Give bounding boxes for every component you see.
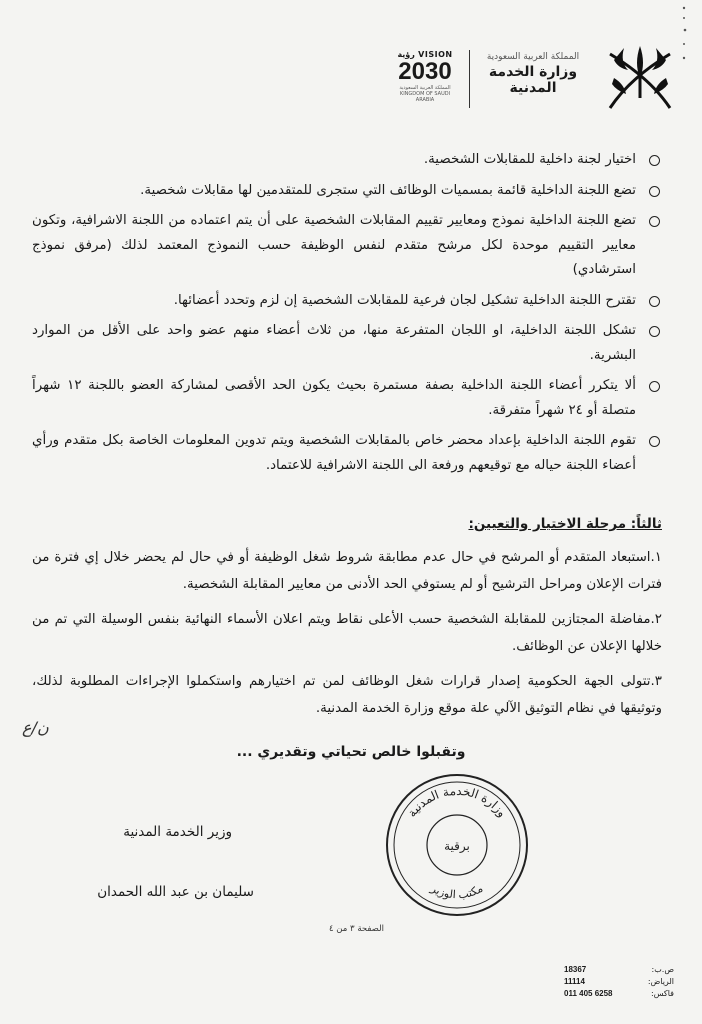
bullet-circle-icon <box>649 381 660 392</box>
stamp-inner-text: برقية <box>444 839 470 853</box>
ministry-name-block <box>478 52 588 96</box>
header-divider <box>469 50 470 108</box>
ministry-subtitle: المملكة العربية السعودية <box>486 52 580 62</box>
contact-info <box>564 964 674 1000</box>
section-heading: ثالثاً: مرحلة الاختيار والتعيين: <box>468 516 662 532</box>
bullet-circle-icon <box>649 436 660 447</box>
requirements-bullet-list <box>32 148 662 484</box>
bullet-circle-icon <box>649 216 660 227</box>
list-item: ألا يتكرر أعضاء اللجنة الداخلية بصفة مستمرة بحيث يكون الحد الأقصى لمشاركة العضو باللجنة ١٢ شهراً متصلة أو ٢٤ شهراً متفرقة. <box>32 374 662 423</box>
vision-label: VISION رؤية <box>397 50 453 59</box>
contact-row: فاكس: 011 405 6258 <box>564 989 674 998</box>
list-item: ٢.مفاضلة المجتازين للمقابلة الشخصية حسب الأعلى نقاط ويتم اعلان الأسماء النهائية بنفس الوسيلة التي تم من خلالها الإعلان عن الوظائف. <box>32 612 662 654</box>
contact-row: ص.ب: 18367 <box>564 965 674 974</box>
vision-year: 2030 <box>398 58 452 85</box>
list-item: تضع اللجنة الداخلية نموذج ومعايير تقييم المقابلات الشخصية على أن يتم اعتماده من اللجنة الاشرافية، وتكون معايير التقييم موحدة لكل مرشح متقدم لنفس الوظيفة حسب النموذج المعتمد لذلك (مرفق نموذج استرشادي) <box>32 209 662 283</box>
list-item: ١.استبعاد المتقدم أو المرشح في حال عدم مطابقة شروط شغل الوظيفة أو في حال لم يحضر خلال إي فترة من فترات الإعلان ومراحل الترشيح أو لم يستوفي الحد الأدنى من معايير المقابلة الشخصية. <box>32 550 662 592</box>
official-stamp <box>382 770 532 920</box>
handwritten-initials: ن/ع <box>22 718 49 737</box>
list-item: تضع اللجنة الداخلية قائمة بمسميات الوظائف التي ستجرى للمتقدمين لها مقابلات شخصية. <box>32 179 662 204</box>
contact-row: الرياض: 11114 <box>564 977 674 986</box>
list-item: تقوم اللجنة الداخلية بإعداد محضر خاص بالمقابلات الشخصية ويتم تدوين المعلومات الخاصة بكل متقدم ورأي أعضاء اللجنة حياله مع توقيعهم ورفعة الى اللجنة الاشرافية للاعتماد. <box>32 429 662 478</box>
selection-steps-list <box>32 544 662 730</box>
stamp-bottom-text: مكتب الوزير <box>428 881 486 902</box>
ministry-title: وزارة الخدمة المدنية <box>488 64 578 96</box>
signatory-title: وزير الخدمة المدنية <box>123 824 232 840</box>
closing-salutation: وتقبلوا خالص تحياتي وتقديري ... <box>236 744 466 760</box>
bullet-circle-icon <box>649 326 660 337</box>
vision-2030-logo <box>390 50 460 103</box>
bullet-circle-icon <box>649 296 660 307</box>
vision-subtitle: المملكة العربية السعودية KINGDOM OF SAUDI ARABIA <box>399 85 451 103</box>
saudi-emblem-icon <box>600 38 680 118</box>
list-item: اختيار لجنة داخلية للمقابلات الشخصية. <box>32 148 662 173</box>
stamp-outer-text: وزارة الخدمة المدنية <box>404 783 510 820</box>
letterhead <box>350 38 680 118</box>
page-number: الصفحة ٣ من ٤ <box>329 924 384 934</box>
list-item: ٣.تتولى الجهة الحكومية إصدار قرارات شغل الوظائف لمن تم اختيارهم واستكملوا الإجراءات المطلوبة لذلك، وتوثيقها في نظام التوثيق الآلي علة موقع وزارة الخدمة المدنية. <box>32 674 662 716</box>
list-item: تقترح اللجنة الداخلية تشكيل لجان فرعية للمقابلات الشخصية إن لزم وتحدد أعضائها. <box>32 289 662 314</box>
bullet-circle-icon <box>649 186 660 197</box>
bullet-circle-icon <box>649 155 660 166</box>
svg-text:مكتب الوزير <box>428 881 485 901</box>
list-item: تشكل اللجنة الداخلية، او اللجان المتفرعة منها، من ثلاث أعضاء منهم عضو واحد على الأقل من الموارد البشرية. <box>32 319 662 368</box>
signatory-name: سليمان بن عبد الله الحمدان <box>97 884 254 900</box>
